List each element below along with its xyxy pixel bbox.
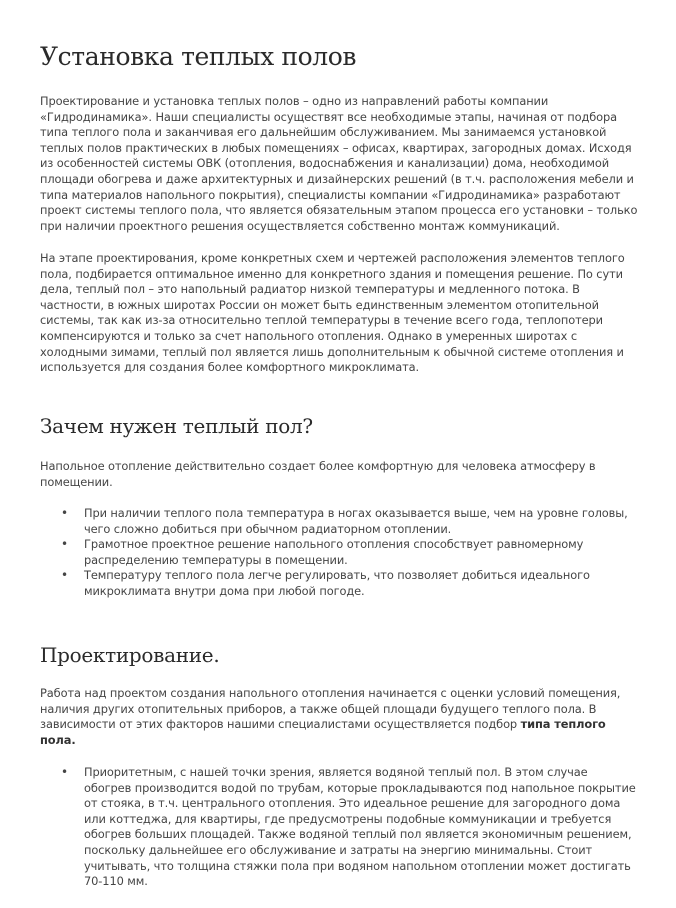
section-heading-design: Проектирование. [40, 643, 220, 667]
intro-paragraph-1: Проектирование и установка теплых полов – одно из направлений работы компании «Гидродинамика». Наши специалисты осуществят все необходимые этапы, начиная от подбора типа теплого пола и заканчивая его дальнейшим обслуживанием. Мы занимаемся установкой теплых полов практических в любых помещениях – офисах, квартирах, загородных домах. Исходя из особенностей системы ОВК (отопления, водоснабжения и канализации) дома, необходимой площади обогрева и даже архитектурных и дизайнерских решений (в т.ч. расположения мебели и типа материалов напольного покрытия), специалисты компании «Гидродинамика» разработают проект системы теплого пола, что является обязательным этапом процесса его установки – только при наличии проектного решения осуществляется собственно монтаж коммуникаций. [40, 94, 638, 233]
section-why-list [40, 506, 638, 600]
list-item: • При наличии теплого пола температура в ногах оказывается выше, чем на уровне головы, чего сложно добиться при обычном радиаторном отоплении. [84, 506, 638, 537]
intro-paragraph-2: На этапе проектирования, кроме конкретных схем и чертежей расположения элементов теплого пола, подбирается оптимальное именно для конкретного здания и помещения решение. По сути дела, теплый пол – это напольный радиатор низкой температуры и медленного потока. В частности, в южных широтах России он может быть единственным элементом отопительной системы, так как из-за относительно теплой температуры в течение всего года, теплопотери компенсируются и только за счет напольного отопления. Однако в умеренных широтах с холодными зимами, теплый пол является лишь дополнительным к обычной системе отопления и используется для создания более комфортного микроклимата. [40, 251, 625, 375]
section-design-text-main: Работа над проектом создания напольного отопления начинается с оценки условий помещения, наличия других отопительных приборов, а также общей площади будущего теплого пола. В зависимости от этих факторов нашими специалистами осуществляется подбор [40, 686, 621, 732]
section-design-text-bold: типа теплого пола. [40, 717, 606, 747]
list-item: • Температуру теплого пола легче регулировать, что позволяет добиться идеального микроклимата внутри дома при любой погоде. [84, 568, 638, 599]
section-heading-why: Зачем нужен теплый пол? [40, 414, 313, 438]
list-item: • Грамотное проектное решение напольного отопления способствует равномерному распределению температуры в помещении. [84, 537, 638, 568]
section-why-text: Напольное отопление действительно создает более комфортную для человека атмосферу в помещении. [40, 459, 596, 489]
page-title: Установка теплых полов [40, 42, 357, 71]
section-design-list [40, 765, 638, 890]
list-item: • Приоритетным, с нашей точки зрения, является водяной теплый пол. В этом случае обогрев производится водой по трубам, которые прокладываются под напольное покрытие от стояка, в т.ч. центрального отопления. Это идеальное решение для загородного дома или коттеджа, для квартиры, где предусмотрены подобные коммуникации и требуется обогрев больших площадей. Также водяной теплый пол является экономичным решением, поскольку дальнейшее его обслуживание и затраты на энергию минимальны. Стоит учитывать, что толщина стяжки пола при водяном напольном отоплении может достигать 70-110 мм. [84, 765, 638, 890]
section-design-text [40, 686, 638, 748]
